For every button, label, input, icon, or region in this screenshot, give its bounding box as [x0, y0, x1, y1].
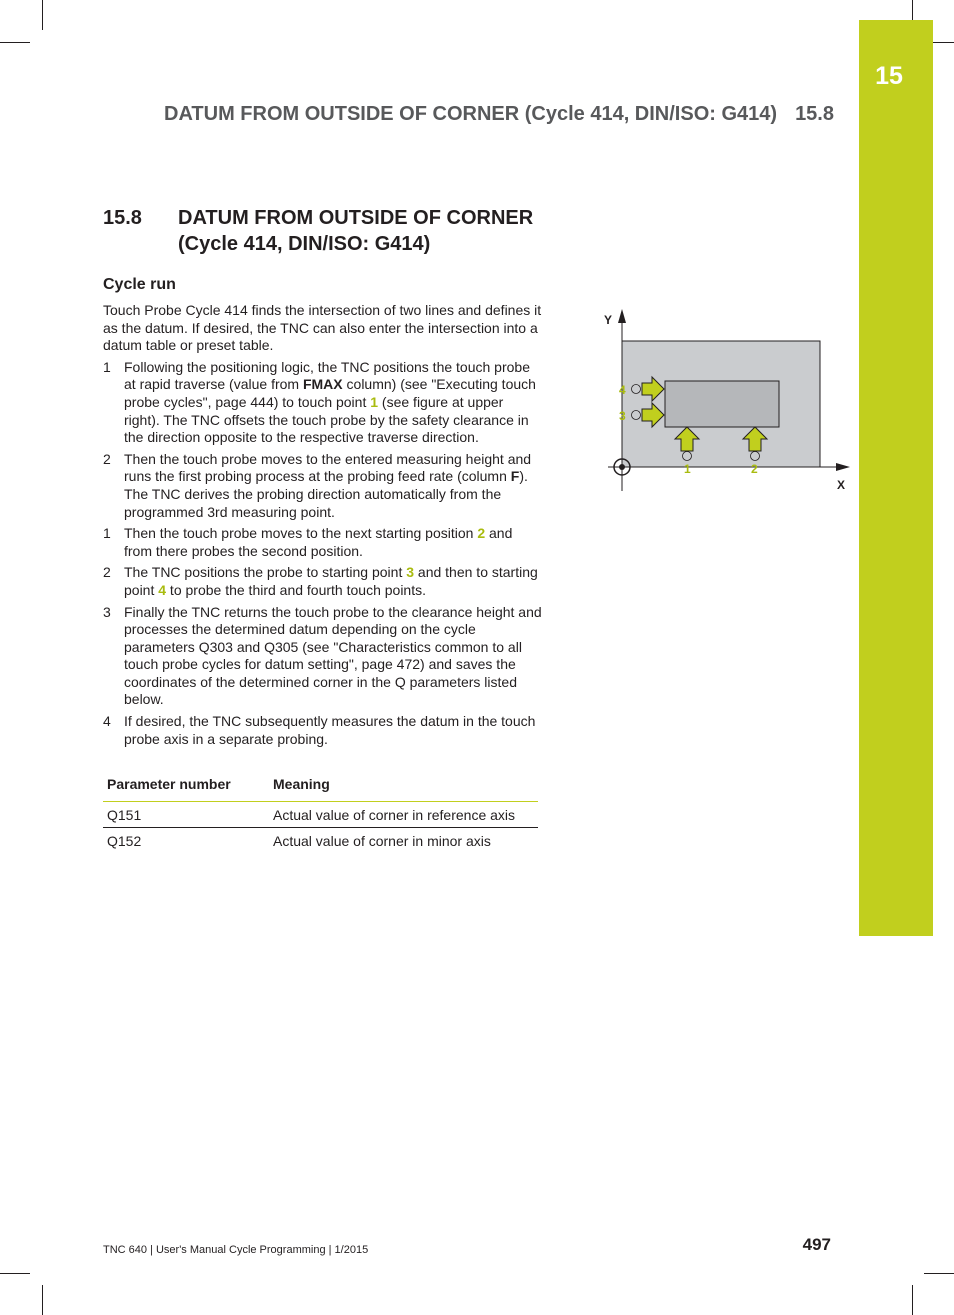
table-row	[103, 828, 538, 854]
running-head-section: 15.8	[795, 103, 834, 125]
step-text-segment: to probe the third and fourth touch points.	[166, 581, 426, 598]
crop-mark	[912, 1285, 913, 1315]
step-text-segment: and from there probes the second position.	[124, 525, 513, 559]
step-item	[103, 564, 543, 599]
step-item	[103, 359, 543, 447]
step-number: 2	[103, 450, 111, 467]
column-reference: FMAX	[302, 376, 343, 393]
step-text-segment: ). The TNC derives the probing direction automatically from the programmed 3rd measuring point.	[124, 468, 528, 520]
step-text	[124, 525, 512, 559]
step-text-segment: (see figure at upper right). The TNC offsets the touch probe by the safety clearance in the direction opposite to the respective traverse direction.	[124, 393, 529, 446]
running-head-title: DATUM FROM OUTSIDE OF CORNER (Cycle 414, DIN/ISO: G414)	[164, 103, 778, 125]
y-axis-label: Y	[604, 313, 613, 327]
section-title: DATUM FROM OUTSIDE OF CORNER (Cycle 414, DIN/ISO: G414)	[178, 207, 534, 255]
table-cell: Q151	[103, 802, 269, 828]
running-head	[100, 103, 834, 126]
crop-mark	[0, 42, 30, 43]
column-header: Parameter number	[103, 771, 269, 802]
step-item	[103, 451, 543, 521]
column-header: Meaning	[269, 771, 538, 802]
step-text	[124, 564, 538, 598]
section-number: 15.8	[103, 207, 142, 229]
step-number: 4	[103, 713, 111, 730]
touch-point-reference: 2	[477, 525, 486, 542]
step-number: 2	[103, 564, 111, 581]
step-text-segment: and then to starting point	[124, 564, 538, 598]
page-number: 497	[802, 1235, 831, 1254]
touch-point-4-label: 4	[619, 383, 626, 397]
steps-list	[103, 359, 543, 748]
step-text-segment: Then the touch probe moves to the entered measuring height and runs the first probing process at the probing feed rate (column	[124, 450, 532, 485]
table-cell: Q152	[107, 833, 142, 849]
column-reference: F	[510, 468, 520, 485]
x-axis-arrow	[836, 463, 850, 471]
step-text-segment: The TNC positions the probe to starting point	[124, 564, 407, 581]
crop-mark	[924, 1273, 954, 1274]
touch-point-3-label: 3	[619, 409, 626, 423]
cycle-414-figure	[600, 305, 860, 500]
step-number: 1	[103, 358, 111, 375]
touch-point-2-label: 2	[751, 462, 758, 476]
step-text	[124, 604, 542, 708]
touch-point-1-label: 1	[684, 462, 691, 476]
step-text	[124, 451, 531, 520]
step-text-segment: Following the positioning logic, the TNC positions the touch probe at rapid traverse (value from	[124, 358, 530, 393]
chapter-number: 15	[875, 62, 903, 90]
crop-mark	[42, 1285, 43, 1315]
table-row	[103, 802, 538, 828]
step-item	[103, 604, 543, 710]
step-text	[124, 713, 535, 747]
step-item	[103, 713, 543, 748]
step-text	[124, 359, 536, 445]
workpiece	[665, 381, 779, 427]
table-header-row	[103, 771, 538, 802]
step-text-segment: column) (see "Executing touch probe cycles", page 444) to touch point	[124, 376, 536, 410]
step-text-segment: Finally the TNC returns the touch probe to the clearance height and processes the determined datum depending on the cycle parameters Q303 and Q305 (see "Characteristics common to all touch probe cycles for datum setting", page 472) and saves the coordinates of the determined corner in the Q parameters listed below.	[124, 603, 542, 708]
y-axis-arrow	[618, 309, 626, 323]
step-text-segment: If desired, the TNC subsequently measures the datum in the touch probe axis in a separate probing.	[124, 713, 536, 747]
touch-point-reference: 4	[158, 581, 167, 598]
touch-point-reference: 1	[370, 393, 379, 410]
step-number: 1	[103, 525, 111, 542]
step-text-segment: Then the touch probe moves to the next starting position	[124, 525, 478, 542]
parameter-table	[103, 771, 538, 853]
x-axis-label: X	[837, 478, 846, 492]
table-cell: Actual value of corner in reference axis	[269, 802, 538, 828]
chapter-tab	[859, 20, 933, 936]
step-number: 3	[103, 603, 111, 620]
touch-point-reference: 3	[406, 564, 415, 581]
table-cell: Actual value of corner in minor axis	[273, 833, 491, 849]
crop-mark	[42, 0, 43, 30]
step-item	[103, 525, 543, 560]
intro-paragraph: Touch Probe Cycle 414 finds the intersection of two lines and defines it as the datum. If desired, the TNC can also enter the intersection into a datum table or preset table.	[103, 302, 542, 354]
subsection-heading: Cycle run	[103, 276, 176, 293]
body-text	[103, 302, 543, 752]
crop-mark	[0, 1273, 30, 1274]
datum-center	[619, 464, 625, 470]
footer-text: TNC 640 | User's Manual Cycle Programming | 1/2015	[103, 1244, 369, 1256]
